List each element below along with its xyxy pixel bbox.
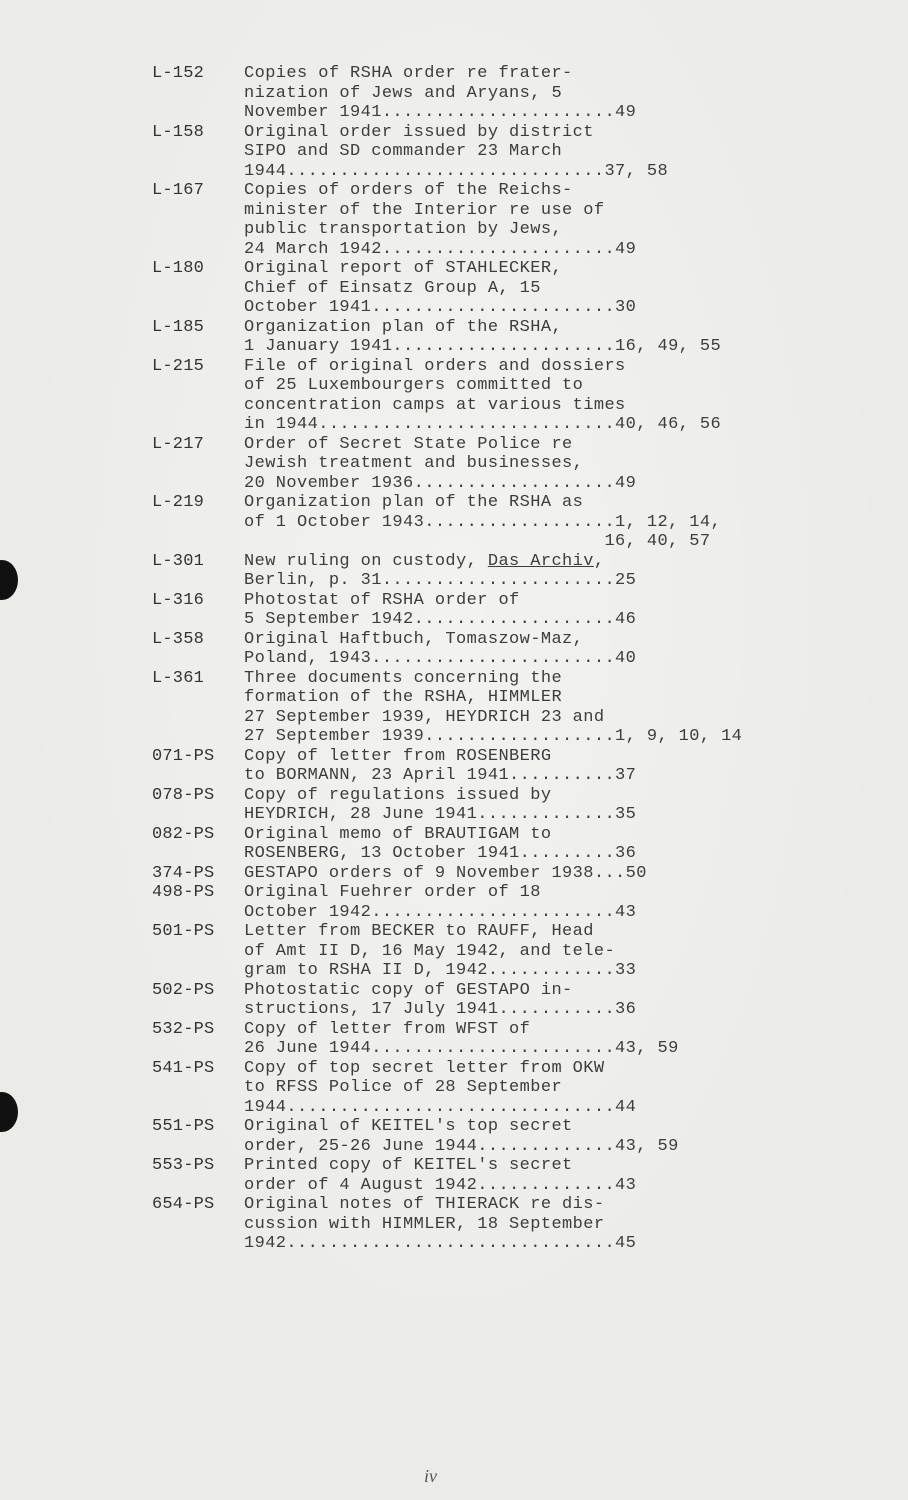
document-code: L-358 [152, 629, 205, 649]
index-entry [152, 552, 812, 591]
document-description [244, 181, 812, 259]
description-line: Original order issued by district [244, 122, 594, 142]
page-number: iv [424, 1466, 437, 1486]
document-description [244, 1117, 812, 1156]
index-entry [152, 747, 812, 786]
index-entry [152, 981, 812, 1020]
document-description [244, 1020, 812, 1059]
description-line: Original memo of BRAUTIGAM to [244, 824, 552, 844]
description-line: SIPO and SD commander 23 March [244, 142, 563, 161]
description-line: Original report of STAHLECKER, [244, 259, 563, 278]
description-line: 16, 40, 57 [244, 532, 711, 551]
index-entry [152, 669, 812, 747]
description-line: Three documents concerning the [244, 668, 563, 688]
description-line: Copies of RSHA order re frater- [244, 64, 573, 83]
description-line: nization of Jews and Aryans, 5 [244, 83, 563, 103]
document-description [244, 864, 812, 884]
document-code: 374-PS [152, 863, 215, 883]
document-code: 541-PS [152, 1058, 215, 1078]
description-line: Berlin, p. 31......................25 [244, 571, 637, 590]
punch-hole-bottom [0, 1092, 18, 1132]
document-description [244, 630, 812, 669]
document-code: 082-PS [152, 824, 215, 844]
description-line: Copies of orders of the Reichs- [244, 181, 573, 200]
description-line: Copy of regulations issued by [244, 785, 552, 805]
document-description [244, 1156, 812, 1195]
description-line: to RFSS Police of 28 September [244, 1078, 563, 1097]
index-entry [152, 591, 812, 630]
index-entry [152, 922, 812, 981]
description-line: Jewish treatment and businesses, [244, 454, 584, 473]
index-entry [152, 786, 812, 825]
document-code: L-219 [152, 493, 205, 512]
description-line: concentration camps at various times [244, 395, 626, 415]
description-line: 1942...............................45 [244, 1234, 637, 1253]
description-line: of Amt II D, 16 May 1942, and tele- [244, 941, 616, 961]
description-line: Printed copy of KEITEL's secret [244, 1156, 573, 1175]
document-code: 551-PS [152, 1117, 215, 1136]
description-line: Order of Secret State Police re [244, 434, 573, 454]
document-code: L-158 [152, 122, 205, 142]
description-line: Photostatic copy of GESTAPO in- [244, 980, 573, 1000]
description-line: 26 June 1944.......................43, 59 [244, 1039, 679, 1058]
description-line: of 1 October 1943..................1, 12, 14, [244, 512, 722, 532]
document-code: L-185 [152, 317, 205, 337]
document-description [244, 825, 812, 864]
document-code: 553-PS [152, 1156, 215, 1175]
description-line: in 1944............................40, 46, 56 [244, 415, 722, 434]
description-line: Organization plan of the RSHA, [244, 317, 563, 337]
index-entry [152, 435, 812, 494]
description-line: of 25 Luxembourgers committed to [244, 376, 584, 395]
index-entry [152, 493, 812, 552]
description-line: Original notes of THIERACK re dis- [244, 1195, 605, 1214]
document-description [244, 493, 812, 552]
document-code: 498-PS [152, 883, 215, 902]
document-description [244, 669, 812, 747]
description-line: order of 4 August 1942.............43 [244, 1175, 637, 1195]
document-code: L-215 [152, 356, 205, 376]
description-line: gram to RSHA II D, 1942............33 [244, 961, 637, 980]
document-code: L-152 [152, 64, 205, 83]
index-entry [152, 1059, 812, 1118]
description-line: Photostat of RSHA order of [244, 590, 520, 610]
document-index-list [152, 64, 812, 1254]
document-code: 501-PS [152, 922, 215, 941]
document-code: 078-PS [152, 785, 215, 805]
document-code: L-361 [152, 668, 205, 688]
description-line: October 1941.......................30 [244, 298, 637, 317]
document-code: 654-PS [152, 1195, 215, 1214]
description-line: Original of KEITEL's top secret [244, 1117, 573, 1136]
description-line: ROSENBERG, 13 October 1941.........36 [244, 844, 637, 863]
description-line: 1 January 1941.....................16, 49, 55 [244, 337, 722, 356]
description-line: Original Fuehrer order of 18 [244, 883, 541, 902]
description-line: 1944...............................44 [244, 1097, 637, 1117]
index-entry [152, 64, 812, 123]
index-entry [152, 883, 812, 922]
description-line: cussion with HIMMLER, 18 September [244, 1214, 605, 1234]
description-line: File of original orders and dossiers [244, 356, 626, 376]
index-entry [152, 318, 812, 357]
document-description [244, 123, 812, 182]
document-code: 071-PS [152, 746, 215, 766]
document-description [244, 1195, 812, 1254]
document-code: L-167 [152, 181, 205, 200]
description-line: Copy of top secret letter from OKW [244, 1058, 605, 1078]
document-description [244, 64, 812, 123]
description-line: 1944..............................37, 58 [244, 161, 669, 181]
description-line: public transportation by Jews, [244, 220, 563, 239]
description-line: 20 November 1936...................49 [244, 473, 637, 493]
description-line: minister of the Interior re use of [244, 200, 605, 220]
document-code: L-316 [152, 590, 205, 610]
document-description [244, 1059, 812, 1118]
document-description [244, 786, 812, 825]
description-line [244, 552, 812, 572]
document-description [244, 318, 812, 357]
description-line: November 1941......................49 [244, 103, 637, 122]
description-line: 27 September 1939, HEYDRICH 23 and [244, 707, 605, 727]
description-line: structions, 17 July 1941...........36 [244, 1000, 637, 1019]
document-code: L-217 [152, 434, 205, 454]
document-code: 532-PS [152, 1019, 215, 1039]
punch-hole-top [0, 560, 18, 600]
description-line: Copy of letter from WFST of [244, 1019, 531, 1039]
description-line: to BORMANN, 23 April 1941..........37 [244, 766, 637, 785]
description-line: Chief of Einsatz Group A, 15 [244, 278, 541, 298]
index-entry [152, 1020, 812, 1059]
punctuation: , [593, 551, 605, 571]
index-entry [152, 123, 812, 182]
index-entry [152, 1156, 812, 1195]
index-entry [152, 357, 812, 435]
description-line: HEYDRICH, 28 June 1941.............35 [244, 805, 637, 824]
publication-title: Das Archiv [487, 551, 594, 571]
document-description [244, 357, 812, 435]
index-entry [152, 259, 812, 318]
description-line: formation of the RSHA, HIMMLER [244, 688, 563, 707]
document-description [244, 922, 812, 981]
document-code: L-301 [152, 551, 205, 571]
description-line: GESTAPO orders of 9 November 1938...50 [244, 863, 647, 883]
document-description [244, 591, 812, 630]
document-code: L-180 [152, 259, 205, 278]
description-text: New ruling on custody, [244, 551, 488, 571]
index-entry [152, 181, 812, 259]
document-description [244, 435, 812, 494]
description-line: Original Haftbuch, Tomaszow-Maz, [244, 629, 584, 649]
index-entry [152, 1117, 812, 1156]
index-entry [152, 864, 812, 884]
description-line: Poland, 1943.......................40 [244, 649, 637, 668]
description-line: 24 March 1942......................49 [244, 239, 637, 259]
description-line: 5 September 1942...................46 [244, 610, 637, 629]
index-entry [152, 825, 812, 864]
description-line: October 1942.......................43 [244, 902, 637, 922]
description-line: 27 September 1939..................1, 9, 10, 14 [244, 727, 743, 746]
document-description [244, 552, 812, 591]
document-description [244, 883, 812, 922]
index-entry [152, 630, 812, 669]
description-line: Organization plan of the RSHA as [244, 493, 584, 512]
document-description [244, 259, 812, 318]
document-description [244, 747, 812, 786]
document-description [244, 981, 812, 1020]
index-entry [152, 1195, 812, 1254]
description-line: Copy of letter from ROSENBERG [244, 746, 552, 766]
document-code: 502-PS [152, 980, 215, 1000]
description-line: Letter from BECKER to RAUFF, Head [244, 922, 594, 941]
description-line: order, 25-26 June 1944.............43, 59 [244, 1136, 679, 1156]
